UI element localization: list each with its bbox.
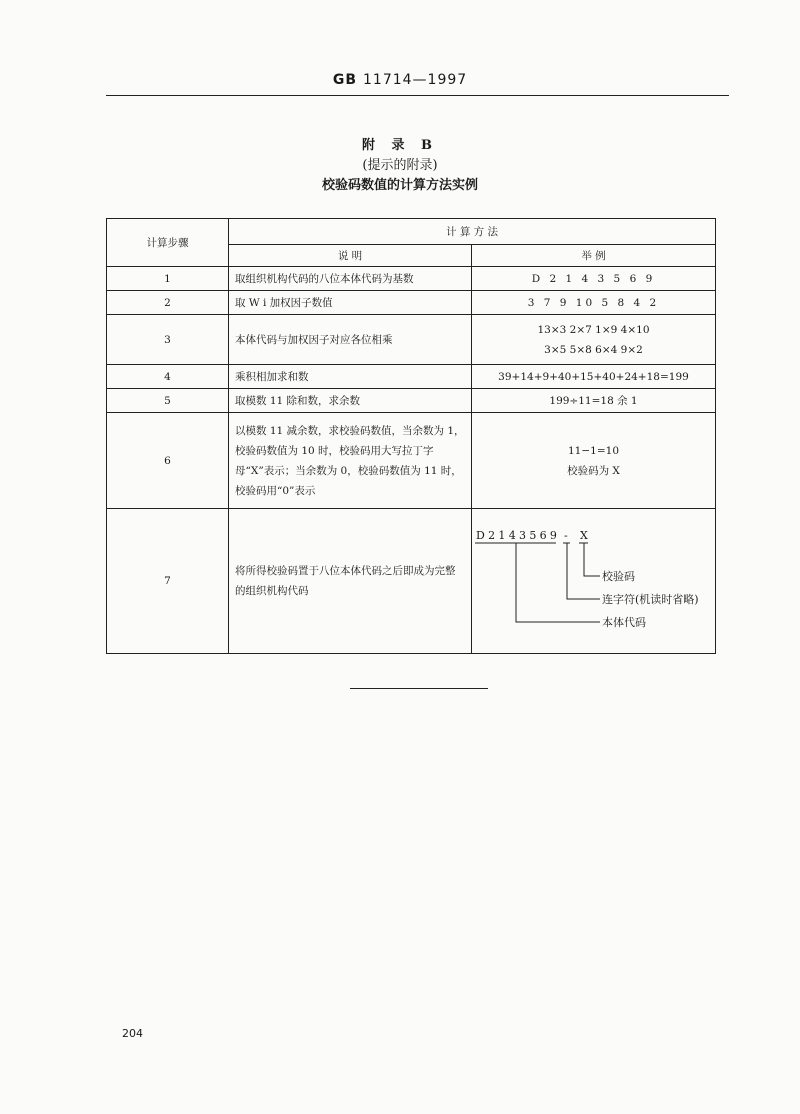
standard-number: 11714—1997 xyxy=(363,72,468,88)
table-row: 7 将所得校验码置于八位本体代码之后即成为完整的组织机构代码 D2143569 - X 校验码 连字符(机读时省略) 本体代码 xyxy=(107,509,716,654)
standard-header xyxy=(0,72,800,88)
table-row: 1 取组织机构代码的八位本体代码为基数 D 2 1 4 3 5 6 9 xyxy=(107,267,716,291)
table-row: 3 本体代码与加权因子对应各位相乘 13×3 2×7 1×9 4×10 3×5 5×8 6×4 9×2 xyxy=(107,315,716,365)
annex-title: 校验码数值的计算方法实例 xyxy=(321,178,478,193)
diagram-label-hyphen: 连字符(机读时省略) xyxy=(602,593,699,606)
end-rule xyxy=(350,688,488,689)
code-structure-diagram xyxy=(472,509,716,654)
diagram-body-code: D2143569 xyxy=(476,529,561,542)
diagram-check-digit: X xyxy=(580,529,588,542)
table-row: 2 取 W i 加权因子数值 3 7 9 10 5 8 4 2 xyxy=(107,291,716,315)
leader-check xyxy=(584,543,600,576)
leader-body xyxy=(516,543,600,622)
header-step: 计算步骤 xyxy=(107,219,229,267)
header-rule xyxy=(106,95,729,96)
table-row: 6 以模数 11 减余数，求校验码数值，当余数为 1，校验码数值为 10 时，校验码用大写拉丁字母“X”表示；当余数为 0，校验码数值为 11 时，校验码用“0”表示 11−1=10 校验码为 X xyxy=(107,413,716,509)
diagram-label-body: 本体代码 xyxy=(602,616,646,629)
header-example: 举 例 xyxy=(472,245,716,267)
annex-titles xyxy=(0,136,800,196)
table-row: 4 乘积相加求和数 39+14+9+40+15+40+24+18=199 xyxy=(107,365,716,389)
annex-note: (提示的附录) xyxy=(362,158,438,173)
header-desc: 说 明 xyxy=(229,245,472,267)
page-number: 204 xyxy=(122,1027,143,1040)
diagram-label-check: 校验码 xyxy=(602,570,635,583)
table-row: 5 取模数 11 除和数，求余数 199÷11=18 余 1 xyxy=(107,389,716,413)
code-diagram-svg xyxy=(472,509,715,653)
calculation-table xyxy=(106,218,716,654)
diagram-hyphen: - xyxy=(564,529,568,542)
header-method: 计 算 方 法 xyxy=(229,219,716,245)
annex-label: 附 录 B xyxy=(361,138,439,153)
standard-prefix: GB xyxy=(332,72,357,88)
